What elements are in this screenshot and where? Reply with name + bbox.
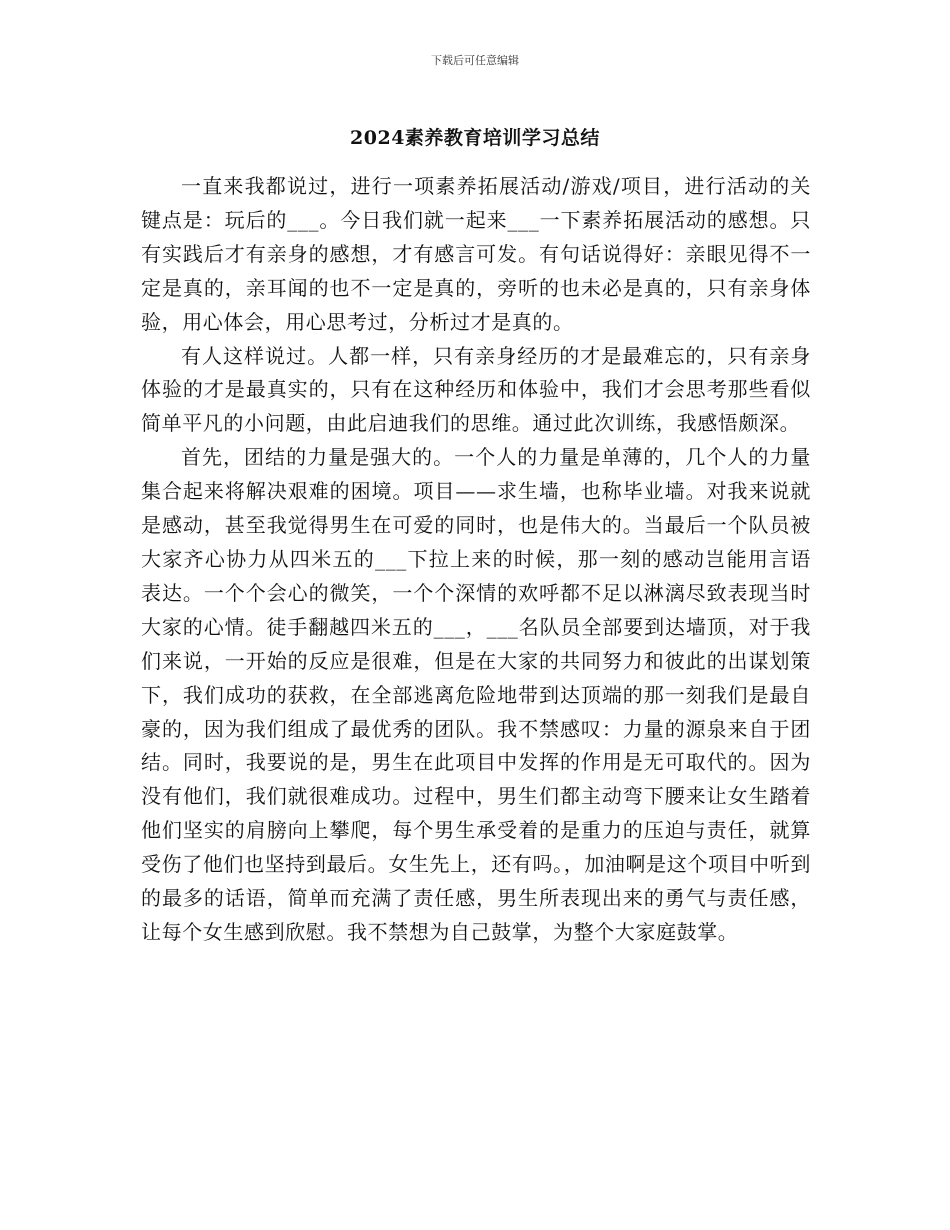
paragraph-intro: 一直来我都说过，进行一项素养拓展活动/游戏/项目，进行活动的关键点是：玩后的___。今日我们就一起来___一下素养拓展活动的感想。只有实践后才有亲身的感想，才有感言可发。有句话说得好：亲眼见得不一定是真的，亲耳闻的也不一定是真的，旁听的也未必是真的，只有亲身体验，用心体会，用心思考过，分析过才是真的。 [141, 174, 811, 334]
document-body [141, 170, 811, 950]
paragraph-teamwork: 首先，团结的力量是强大的。一个人的力量是单薄的，几个人的力量集合起来将解决艰难的困境。项目——求生墙，也称毕业墙。对我来说就是感动，甚至我觉得男生在可爱的同时，也是伟大的。当最后一个队员被大家齐心协力从四米五的___下拉上来的时候，那一刻的感动岂能用言语表达。一个个会心的微笑，一个个深情的欢呼都不足以淋漓尽致表现当时大家的心情。徒手翻越四米五的___，___名队员全部要到达墙顶，对于我们来说，一开始的反应是很难，但是在大家的共同努力和彼此的出谋划策下，我们成功的获救，在全部逃离危险地带到达顶端的那一刻我们是最自豪的，因为我们组成了最优秀的团队。我不禁感叹：力量的源泉来自于团结。同时，我要说的是，男生在此项目中发挥的作用是无可取代的。因为没有他们，我们就很难成功。过程中，男生们都主动弯下腰来让女生踏着他们坚实的肩膀向上攀爬，每个男生承受着的是重力的压迫与责任，就算受伤了他们也坚持到最后。女生先上，还有吗。，加油啊是这个项目中听到的最多的话语，简单而充满了责任感，男生所表现出来的勇气与责任感，让每个女生感到欣慰。我不禁想为自己鼓掌，为整个大家庭鼓掌。 [141, 445, 811, 944]
document-title: 2024素养教育培训学习总结 [350, 127, 600, 149]
paragraph-experience: 有人这样说过。人都一样，只有亲身经历的才是最难忘的，只有亲身体验的才是最真实的，只有在这种经历和体验中，我们才会思考那些看似简单平凡的小问题，由此启迪我们的思维。通过此次训练，我感悟颇深。 [141, 343, 811, 436]
page-header-note: 下载后可任意编辑 [431, 54, 519, 67]
